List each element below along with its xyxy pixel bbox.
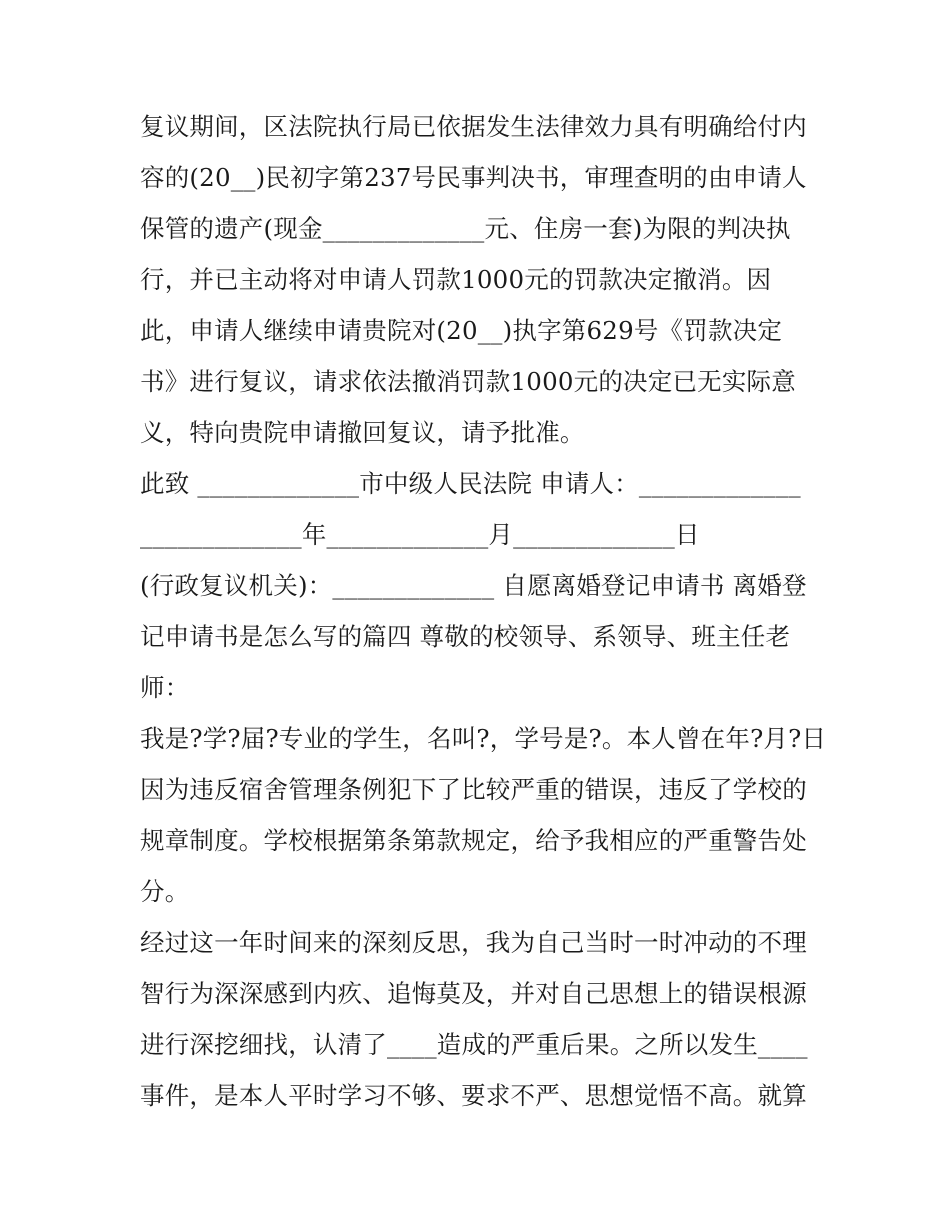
text-line: 书》进行复议，请求依法撤消罚款1000元的决定已无实际意 — [140, 367, 796, 396]
text-line: 经过这一年时间来的深刻反思，我为自己当时一时冲动的不理 — [140, 928, 807, 957]
document-body — [140, 101, 827, 1121]
text-line: 此致 _____________市中级人民法院 申请人：_____________ — [140, 469, 801, 498]
text-line: 保管的遗产(现金_____________元、住房一套)为限的判决执 — [140, 214, 791, 243]
text-line: 师： — [140, 673, 190, 702]
text-line: 我是?学?届?专业的学生，名叫?，学号是?。本人曾在年?月?日 — [140, 724, 827, 753]
text-line: 事件，是本人平时学习不够、要求不严、思想觉悟不高。就算 — [140, 1081, 807, 1110]
text-line: 复议期间，区法院执行局已依据发生法律效力具有明确给付内 — [140, 112, 807, 141]
text-line: 规章制度。学校根据第条第款规定，给予我相应的严重警告处 — [140, 826, 807, 855]
text-line: 记申请书是怎么写的篇四 尊敬的校领导、系领导、班主任老 — [140, 622, 791, 651]
text-line: 分。 — [140, 877, 190, 906]
text-line: (行政复议机关)：_____________ 自愿离婚登记申请书 离婚登 — [140, 571, 807, 600]
text-line: 进行深挖细找，认清了____造成的严重后果。之所以发生____ — [140, 1030, 808, 1059]
text-line: 义，特向贵院申请撤回复议，请予批准。 — [140, 418, 585, 447]
text-line: 因为违反宿舍管理条例犯下了比较严重的错误，违反了学校的 — [140, 775, 807, 804]
text-line: _____________年_____________月_____________日 — [140, 520, 700, 549]
text-line: 此，申请人继续申请贵院对(20__)执字第629号《罚款决定 — [140, 316, 783, 345]
text-line: 行，并已主动将对申请人罚款1000元的罚款决定撤消。因 — [140, 265, 772, 294]
text-line: 智行为深深感到内疚、追悔莫及，并对自己思想上的错误根源 — [140, 979, 807, 1008]
text-line: 容的(20__)民初字第237号民事判决书，审理查明的由申请人 — [140, 163, 807, 192]
